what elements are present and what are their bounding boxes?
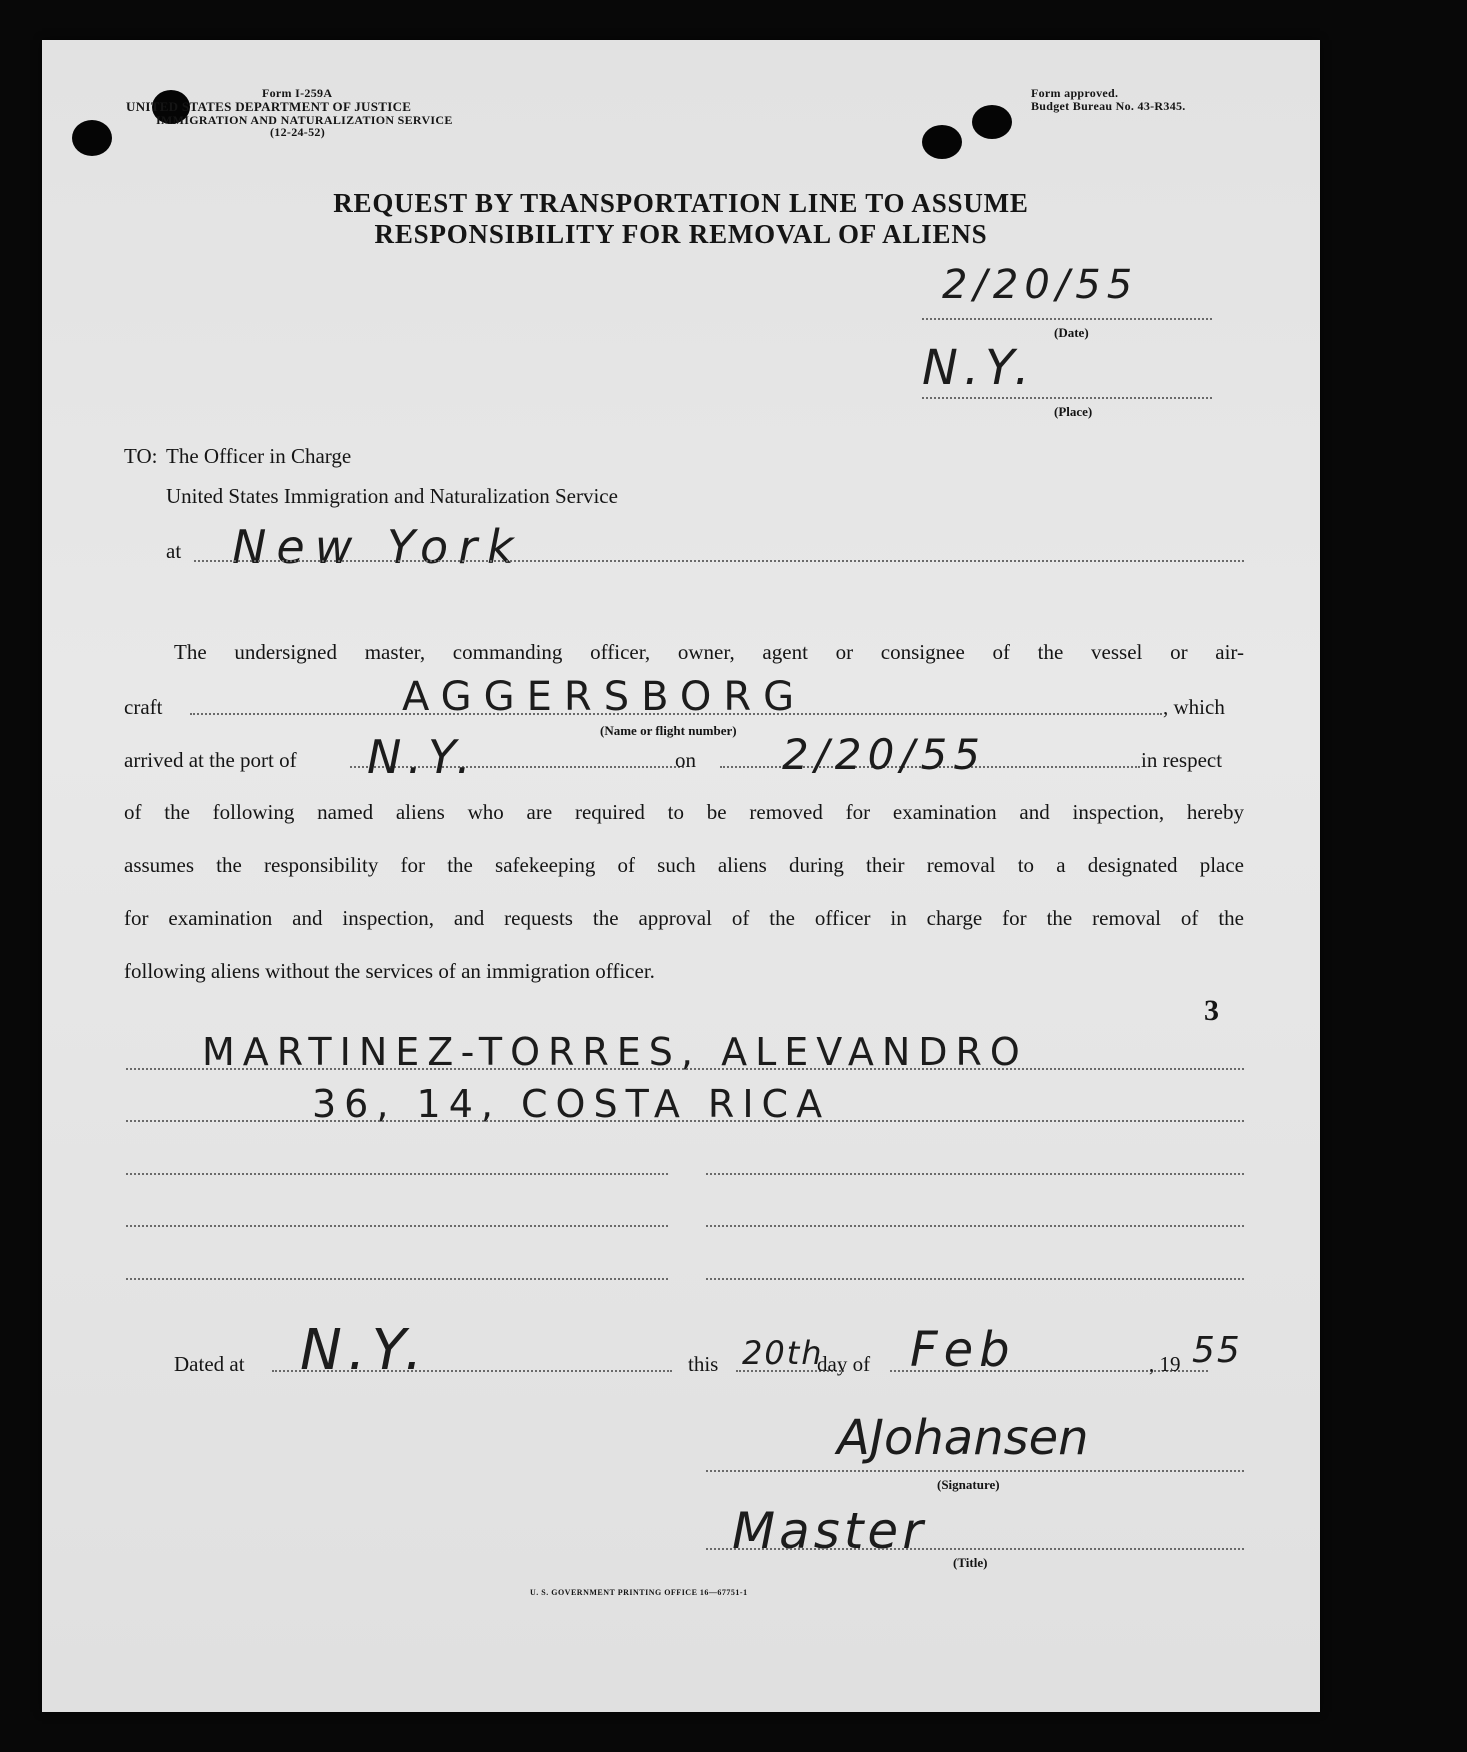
date-value: 2/20/55 — [942, 262, 1139, 308]
this-label: this — [688, 1352, 719, 1376]
which-label: , which — [1163, 695, 1225, 719]
punch-hole — [922, 125, 962, 159]
department-name: UNITED STATES DEPARTMENT OF JUSTICE — [126, 99, 412, 114]
place-line — [922, 397, 1212, 399]
day-value: 20th — [742, 1334, 824, 1372]
alien-line — [706, 1173, 1244, 1175]
signature-line — [706, 1470, 1244, 1472]
form-page — [42, 40, 1320, 1712]
month-value: Feb — [910, 1322, 1016, 1378]
body-line-7: following aliens without the services of an immigration officer. — [124, 959, 655, 983]
vessel-caption: (Name or flight number) — [600, 723, 737, 738]
alien-entry-2: 36, 14, COSTA RICA — [312, 1082, 831, 1126]
service-name: IMMIGRATION AND NATURALIZATION SERVICE — [156, 113, 453, 127]
year-value: 55 — [1192, 1330, 1242, 1371]
date-line — [922, 318, 1212, 320]
alien-line — [126, 1278, 668, 1280]
port-value: N.Y. — [367, 730, 477, 784]
alien-line — [126, 1173, 668, 1175]
arrived-label: arrived at the port of — [124, 748, 297, 772]
day-of-label: day of — [817, 1352, 871, 1376]
title-line — [706, 1548, 1244, 1550]
service-line: United States Immigration and Naturalization Service — [166, 484, 618, 508]
vessel-value: AGGERSBORG — [402, 674, 807, 720]
form-title-line1: REQUEST BY TRANSPORTATION LINE TO ASSUME — [333, 188, 1029, 218]
page-number: 3 — [1204, 994, 1219, 1027]
body-line-4: of the following named aliens who are required to be removed for examination and inspection, hereby — [124, 800, 1244, 824]
arrival-date-value: 2/20/55 — [782, 730, 986, 779]
punch-hole — [72, 120, 112, 156]
approval-line: Form approved. — [1031, 86, 1119, 100]
form-revision-date: (12-24-52) — [270, 125, 325, 139]
alien-line — [126, 1120, 1244, 1122]
place-value: N.Y. — [922, 340, 1036, 396]
body-line-6: for examination and inspection, and requests the approval of the officer in charge for the removal of the — [124, 906, 1244, 930]
title-value: Master — [732, 1502, 927, 1560]
alien-entry-1: MARTINEZ-TORRES, ALEVANDRO — [202, 1030, 1028, 1074]
at-label: at — [166, 539, 182, 563]
signature-caption: (Signature) — [937, 1477, 1000, 1492]
officer-line: The Officer in Charge — [166, 444, 352, 468]
dated-place-value: N.Y. — [300, 1318, 429, 1383]
printing-office-footer: U. S. GOVERNMENT PRINTING OFFICE 16—67751-1 — [530, 1588, 748, 1597]
alien-line — [126, 1225, 668, 1227]
body-line-5: assumes the responsibility for the safekeeping of such aliens during their removal to a designated place — [124, 853, 1244, 877]
to-label: TO: — [124, 444, 158, 468]
place-caption: (Place) — [1054, 404, 1093, 419]
on-label: on — [675, 748, 696, 772]
at-line — [194, 560, 1244, 562]
alien-line — [706, 1278, 1244, 1280]
title-caption: (Title) — [953, 1555, 988, 1570]
year-prefix: , 19 — [1149, 1352, 1181, 1376]
dated-at-label: Dated at — [174, 1352, 245, 1376]
signature-value: AJohansen — [837, 1410, 1089, 1466]
budget-bureau-number: Budget Bureau No. 43-R345. — [1031, 99, 1186, 113]
punch-hole — [972, 105, 1012, 139]
at-location-value: New York — [232, 520, 524, 574]
form-title-line2: RESPONSIBILITY FOR REMOVAL OF ALIENS — [374, 219, 988, 249]
alien-line — [706, 1225, 1244, 1227]
date-caption: (Date) — [1054, 325, 1089, 340]
in-respect-label: in respect — [1141, 748, 1223, 772]
form-number: Form I-259A — [262, 86, 333, 100]
body-line-1: The undersigned master, commanding officer, owner, agent or consignee of the vessel or air- — [174, 640, 1244, 664]
craft-label: craft — [124, 695, 163, 719]
alien-line — [126, 1068, 1244, 1070]
